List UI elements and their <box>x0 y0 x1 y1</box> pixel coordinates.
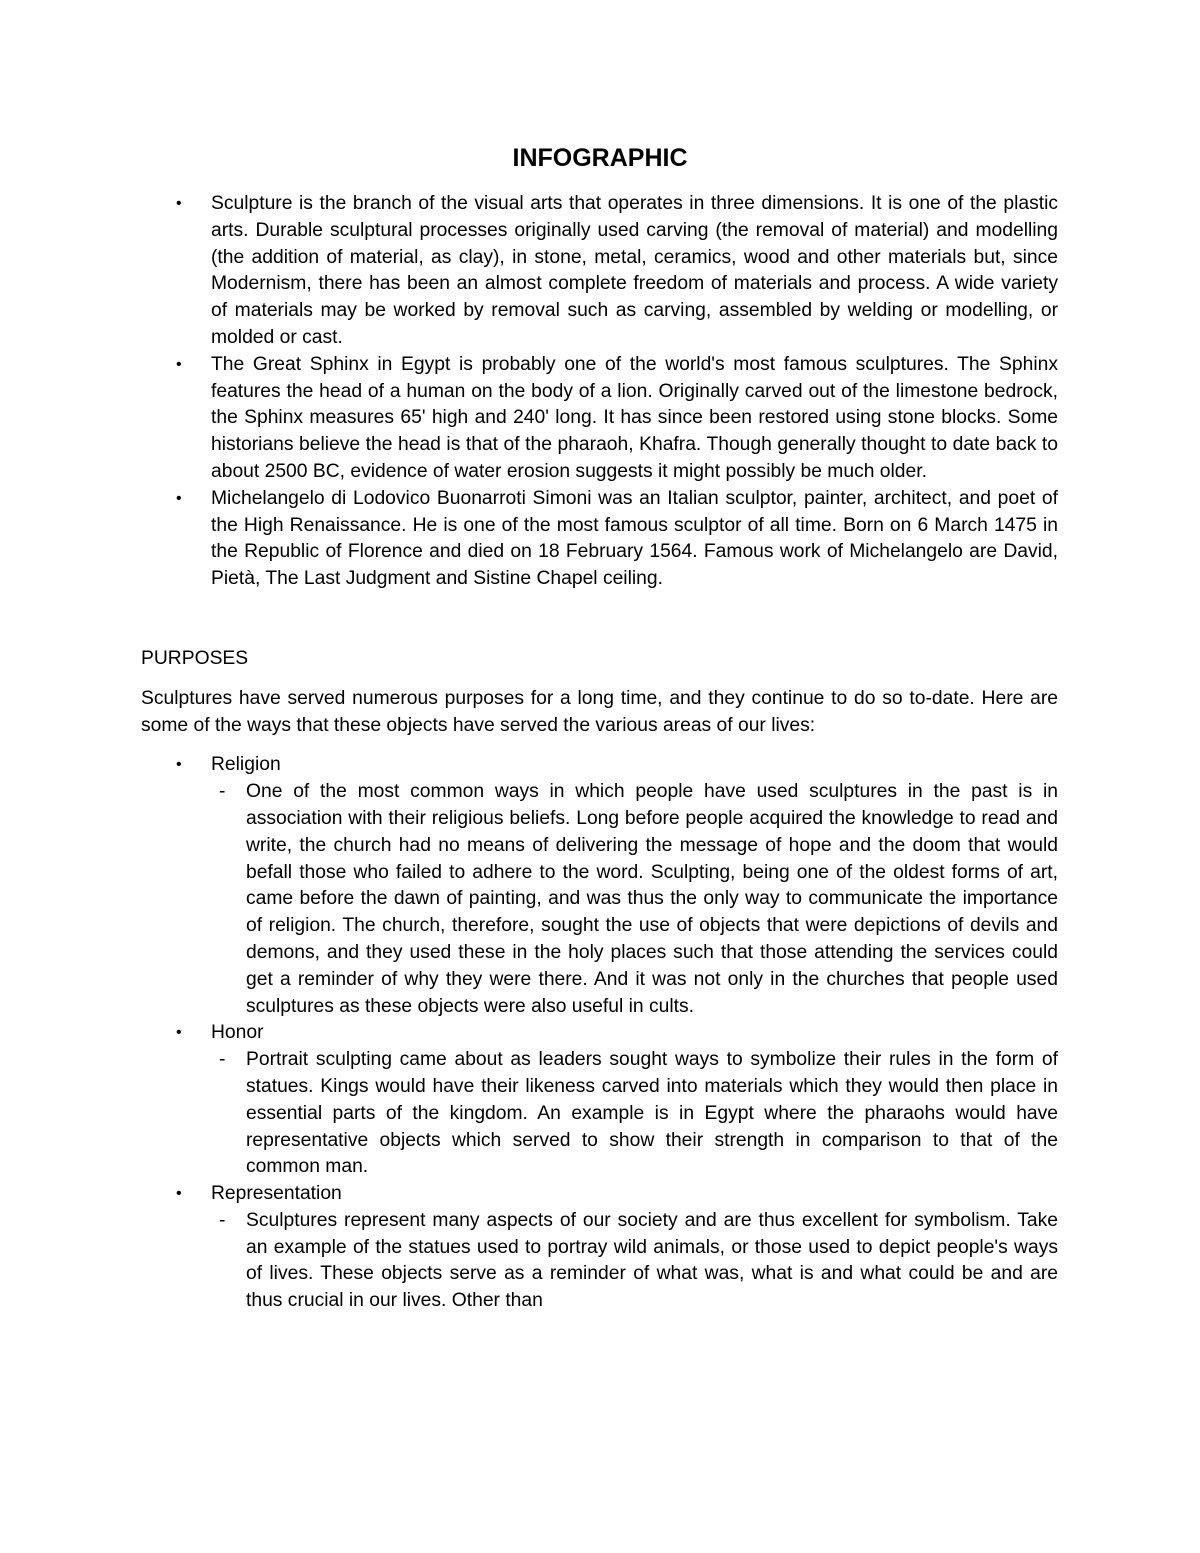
bullet-item-michelangelo <box>141 486 1058 593</box>
bullet-icon: • <box>176 195 182 212</box>
purpose-label: Honor <box>211 1022 264 1044</box>
bullet-text: The Great Sphinx in Egypt is probably one of the world's most famous sculptures. The Sphinx features the head of a human on the body of a lion. Originally carved out of the limestone bedrock, the Sphinx measures 65' high and 240' long. It has since been restored using stone blocks. Some historians believe the head is that of the pharaoh, Khafra. Though generally thought to date back to about 2500 BC, evidence of water erosion suggests it might possibly be much older. <box>211 353 1058 482</box>
purpose-item-religion <box>141 752 1058 1020</box>
bullet-icon: • <box>176 1024 182 1042</box>
dash-icon: - <box>219 781 226 803</box>
purpose-item-representation <box>141 1181 1058 1315</box>
bullet-text: Sculpture is the branch of the visual arts that operates in three dimensions. It is one of the plastic arts. Durable sculptural processes originally used carving (the removal of material) and modelling (the addition of material, as clay), in stone, metal, ceramics, wood and other materials but, since Modernism, there has been an almost complete freedom of materials and process. A wide variety of materials may be worked by removal such as carving, assembled by welding or modelling, or molded or cast. <box>211 193 1058 348</box>
purposes-list <box>141 752 1058 1315</box>
purpose-description <box>211 1047 1058 1181</box>
purposes-heading: PURPOSES <box>141 647 249 669</box>
purposes-intro: Sculptures have served numerous purposes for a long time, and they continue to do so to-date. Here are some of the ways that these objects have served the various areas of our lives: <box>141 687 1058 736</box>
purpose-text: Portrait sculpting came about as leaders sought ways to symbolize their rules in the form of statues. Kings would have their likeness carved into materials which they would then place in essential parts of the kingdom. An example is in Egypt where the pharaohs would have representative objects which served to show their strength in comparison to that of the common man. <box>246 1049 1058 1178</box>
intro-bullet-list <box>141 191 1058 593</box>
bullet-item-sphinx <box>141 352 1058 486</box>
document-body <box>141 191 1058 1315</box>
purpose-description <box>211 1208 1058 1315</box>
bullet-text: Michelangelo di Lodovico Buonarroti Simoni was an Italian sculptor, painter, architect, and poet of the High Renaissance. He is one of the most famous sculptor of all time. Born on 6 March 1475 in the Republic of Florence and died on 18 February 1564. Famous work of Michelangelo are David, Pietà, The Last Judgment and Sistine Chapel ceiling. <box>211 487 1058 590</box>
dash-icon: - <box>219 1049 226 1071</box>
dash-icon: - <box>219 1209 226 1231</box>
purpose-item-honor <box>141 1020 1058 1181</box>
purpose-label: Religion <box>211 754 281 776</box>
document-title: INFOGRAPHIC <box>512 144 688 172</box>
bullet-icon: • <box>176 1185 182 1203</box>
bullet-icon: • <box>176 355 182 373</box>
bullet-icon: • <box>176 489 182 507</box>
purpose-text: One of the most common ways in which people have used sculptures in the past is in association with their religious beliefs. Long before people acquired the knowledge to read and write, the church had no means of delivering the message of hope and the doom that would befall those who failed to adhere to the word. Sculpting, being one of the oldest forms of art, came before the dawn of painting, and was thus the only way to communicate the importance of religion. The church, therefore, sought the use of objects that were depictions of devils and demons, and they used these in the holy places such that those attending the services could get a reminder of why they were there. And it was not only in the churches that people used sculptures as these objects were also useful in cults. <box>246 781 1058 1017</box>
purpose-label: Representation <box>211 1183 342 1205</box>
purpose-text: Sculptures represent many aspects of our society and are thus excellent for symbolism. Take an example of the statues used to portray wild animals, or those used to depict people's ways of lives. These objects serve as a reminder of what was, what is and what could be and are thus crucial in our lives. Other than <box>246 1209 1058 1312</box>
bullet-icon: • <box>176 756 182 774</box>
purpose-description <box>211 779 1058 1020</box>
bullet-item-sculpture <box>141 191 1058 352</box>
